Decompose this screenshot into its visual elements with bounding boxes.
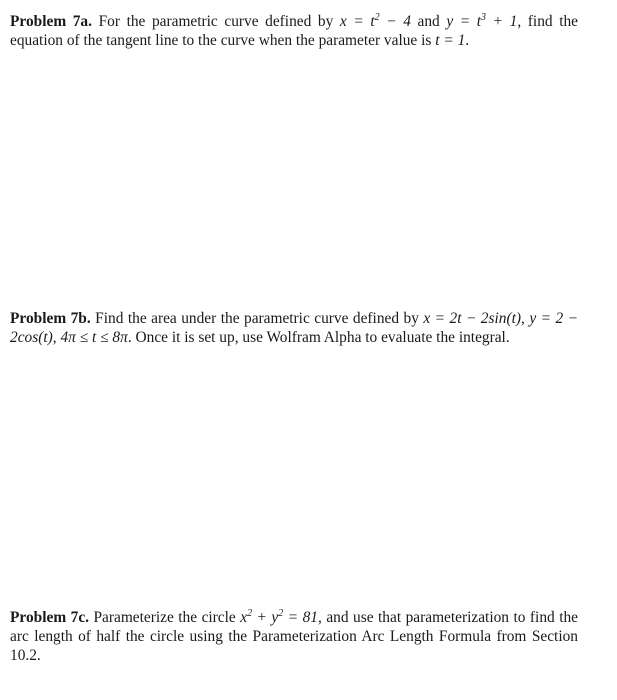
problem-text: , and use that parameterization to find the arc length of half the circle using the Parameterization Arc Length Formula from Section 10.2.: [10, 609, 578, 664]
math-expression: $y = t^3 + 1$: [446, 11, 518, 30]
math-expression: $x = t^2 - 4$: [339, 11, 411, 30]
math-expression: 4π ≤ t ≤ 8π: [60, 329, 128, 346]
math-expression: $x^2 + y^2 = 81$: [240, 607, 318, 626]
problem-text: . Once it is set up, use Wolfram Alpha to evaluate the integral.: [127, 329, 510, 346]
problem-text: For the parametric curve defined by: [91, 13, 340, 30]
math-expression: y = 2 − 2cos(t): [10, 310, 579, 346]
problem-text: .: [465, 32, 470, 49]
problem-text: , find the equation of the tangent line to the curve when the parameter value is: [10, 13, 578, 49]
problem-7a: [10, 12, 578, 50]
math-expression: t = 1: [435, 32, 466, 49]
problem-text: and: [410, 13, 447, 30]
problem-title: Problem 7c.: [10, 609, 89, 626]
problem-7b: [10, 309, 578, 347]
problem-title: Problem 7a.: [10, 13, 92, 30]
problem-text: ,: [521, 310, 530, 327]
problem-text: Parameterize the circle: [89, 609, 241, 626]
problem-text: ,: [52, 329, 61, 346]
problem-text: Find the area under the parametric curve defined by: [90, 310, 424, 327]
math-expression: x = 2t − 2sin(t): [423, 310, 521, 327]
problem-title: Problem 7b.: [10, 310, 91, 327]
problem-7c: [10, 608, 578, 665]
